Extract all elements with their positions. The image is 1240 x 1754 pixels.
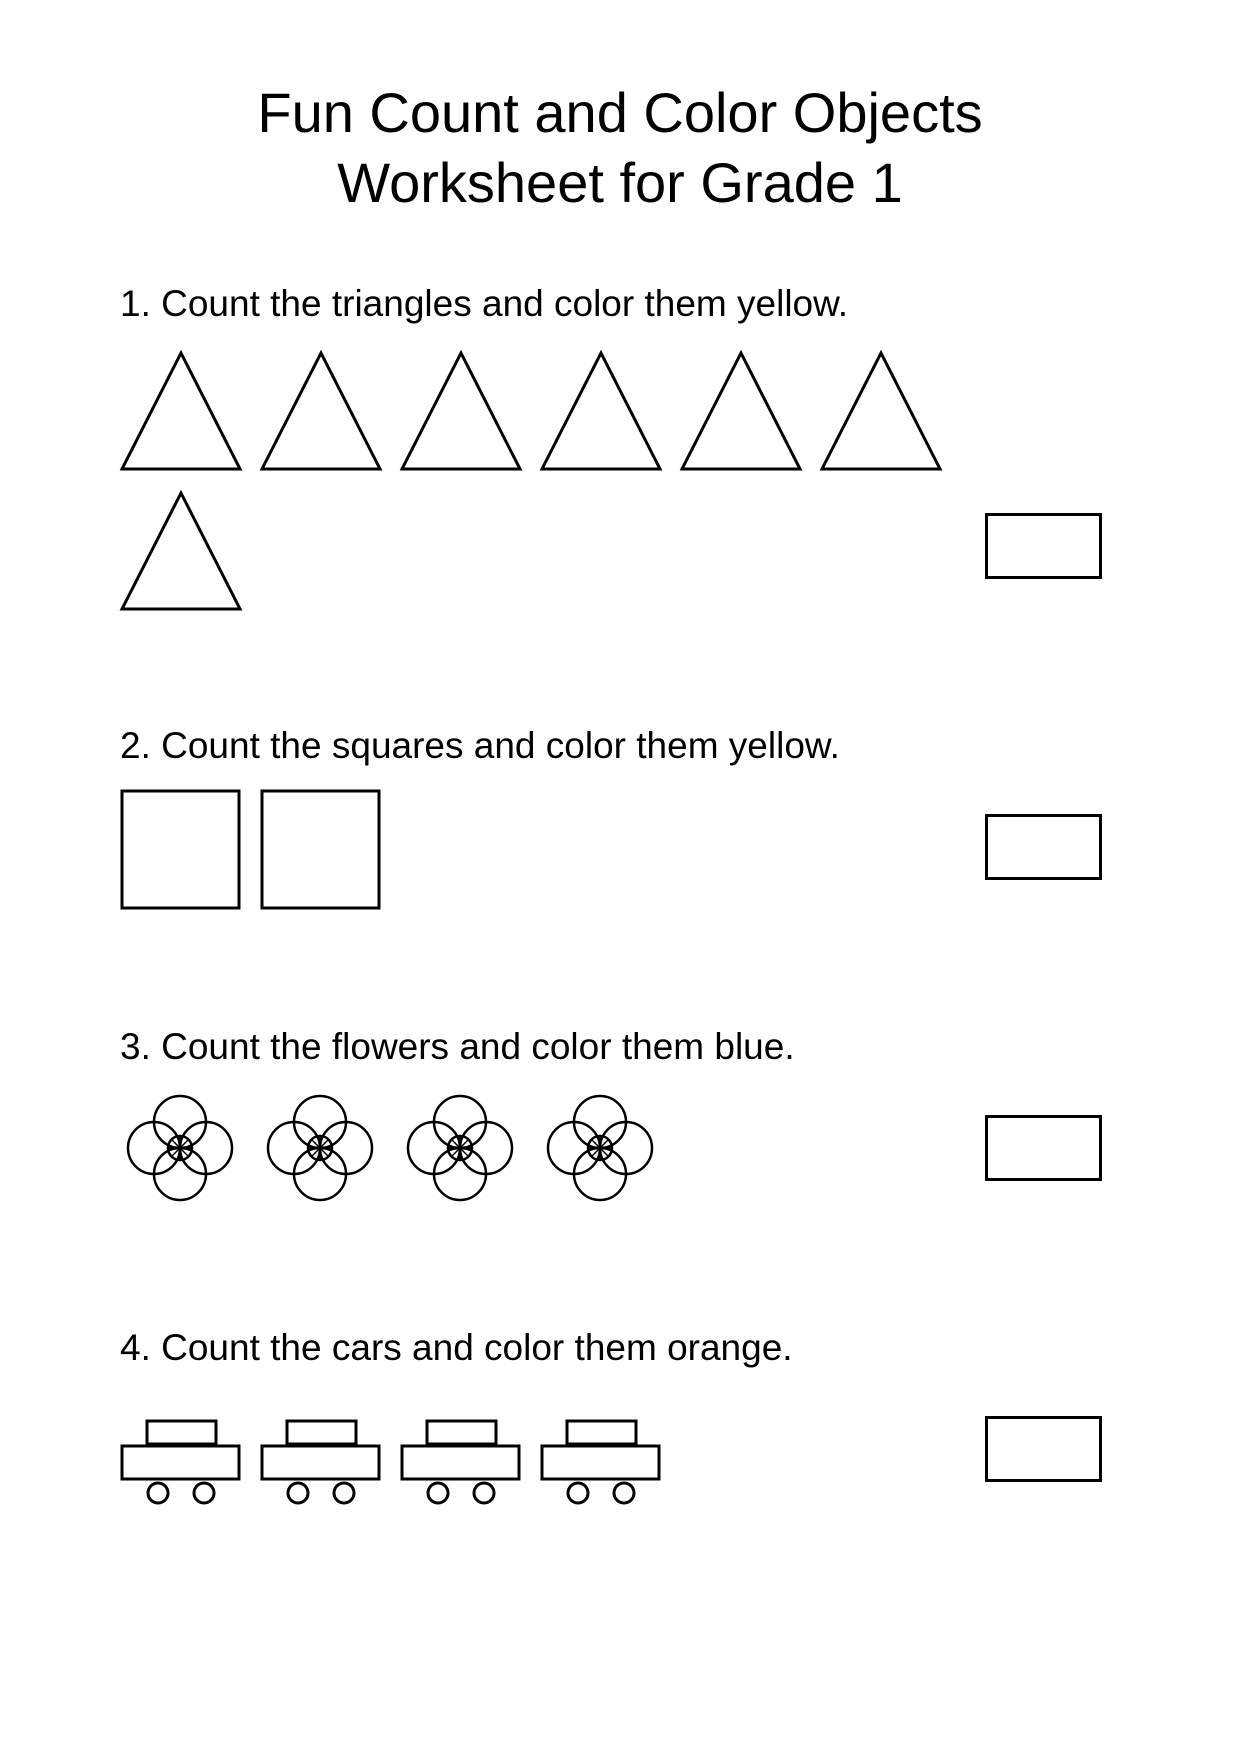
question-2-text: 2. Count the squares and color them yellow.	[120, 725, 840, 766]
flower-icon[interactable]	[408, 1096, 512, 1200]
square-icon[interactable]	[262, 791, 379, 908]
question-3-text: 3. Count the flowers and color them blue.	[120, 1026, 795, 1067]
square-icon[interactable]	[122, 791, 239, 908]
triangle-icon[interactable]	[262, 353, 380, 469]
flower-icon[interactable]	[268, 1096, 372, 1200]
car-icon[interactable]	[542, 1421, 659, 1503]
triangle-icon[interactable]	[402, 353, 520, 469]
triangle-icon[interactable]	[822, 353, 940, 469]
triangle-icon[interactable]	[122, 353, 240, 469]
answer-box-cars[interactable]	[985, 1416, 1102, 1482]
car-icon[interactable]	[122, 1421, 239, 1503]
title-line-1: Fun Count and Color Objects	[257, 81, 983, 144]
triangle-icon[interactable]	[682, 353, 800, 469]
answer-box-squares[interactable]	[985, 814, 1102, 880]
triangle-icon[interactable]	[122, 493, 240, 609]
car-icon[interactable]	[262, 1421, 379, 1503]
answer-box-triangles[interactable]	[985, 513, 1102, 579]
triangle-icon[interactable]	[542, 353, 660, 469]
flower-icon[interactable]	[128, 1096, 232, 1200]
question-1-text: 1. Count the triangles and color them yellow.	[120, 283, 849, 324]
question-4-text: 4. Count the cars and color them orange.	[120, 1327, 793, 1368]
flower-icon[interactable]	[548, 1096, 652, 1200]
title-line-2: Worksheet for Grade 1	[337, 151, 903, 214]
car-icon[interactable]	[402, 1421, 519, 1503]
answer-box-flowers[interactable]	[985, 1115, 1102, 1181]
